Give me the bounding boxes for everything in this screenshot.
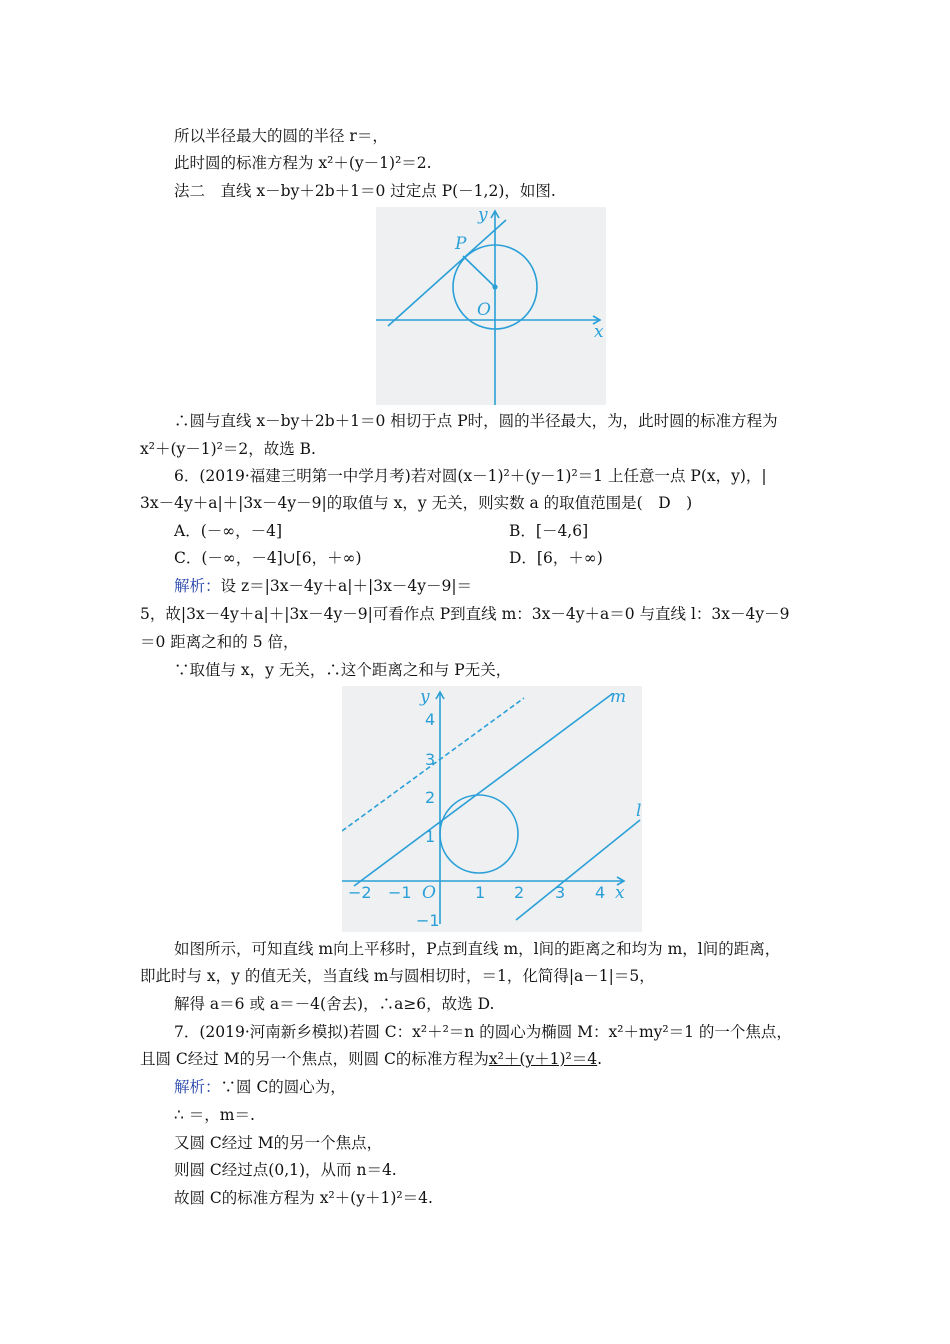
text-line	[174, 1077, 346, 1097]
o-label: O	[422, 883, 436, 903]
line-l	[516, 820, 640, 920]
text-line: ∴圆与直线 x－by＋2b＋1＝0 相切于点 P时，圆的半径最大，为，此时圆的标准方程为	[174, 412, 778, 430]
x-tick: 1	[475, 883, 486, 902]
text-line: 所以半径最大的圆的半径 r＝，	[174, 127, 388, 145]
analysis-label: 解析：	[174, 1078, 221, 1096]
text-line: 法二 直线 x－by＋2b＋1＝0 过定点 P(－1,2)，如图.	[174, 182, 556, 200]
y-tick: 2	[425, 788, 436, 807]
text-line: ∵取值与 x，y 无关，∴这个距离之和与 P无关，	[174, 661, 512, 679]
figure-tangent-circle	[376, 207, 606, 405]
question-6: 6．(2019·福建三明第一中学月考)若对圆(x－1)²＋(y－1)²＝1 上任意一点 P(x，y)，|	[174, 467, 767, 485]
option-c: C．(－∞，－4]∪[6，＋∞)	[174, 549, 362, 567]
x-tick: −1	[388, 883, 412, 902]
text-line	[140, 1049, 602, 1069]
period: .	[597, 1050, 603, 1068]
center-point	[492, 284, 497, 289]
x-tick: 4	[595, 883, 606, 902]
text-line: 5，故|3x－4y＋a|＋|3x－4y－9|可看作点 P到直线 m：3x－4y＋a＝0 与直线 l：3x－4y－9	[140, 605, 790, 623]
text-line	[174, 576, 472, 596]
y-tick: 1	[425, 827, 436, 846]
x-label: x	[615, 883, 625, 903]
question-7: 7．(2019·河南新乡模拟)若圆 C：x²＋²＝n 的圆心为椭圆 M：x²＋my²＝1 的一个焦点，	[174, 1023, 792, 1041]
analysis-text: 设 z＝|3x－4y＋a|＋|3x－4y－9|＝	[220, 577, 473, 595]
text-line: 如图所示，可知直线 m向上平移时，P点到直线 m，l间的距离之和均为 m，l间的距离，	[174, 940, 781, 958]
option-a: A．(－∞，－4]	[174, 522, 283, 540]
text-line: ∴ ＝，m＝.	[174, 1106, 255, 1124]
text-line: ＝0 距离之和的 5 倍，	[140, 633, 299, 651]
text-line: 又圆 C经过 M的另一个焦点，	[174, 1134, 383, 1152]
text-line: 此时圆的标准方程为 x²＋(y－1)²＝2.	[174, 154, 432, 172]
text-line: 3x－4y＋a|＋|3x－4y－9|的取值与 x，y 无关，则实数 a 的取值范围是( D )	[140, 494, 693, 512]
analysis-text: ∵圆 C的圆心为，	[220, 1078, 346, 1096]
analysis-label: 解析：	[174, 577, 221, 595]
answer-blank: x²＋(y＋1)²＝4	[488, 1050, 598, 1068]
line-m	[354, 694, 612, 886]
y-tick: 4	[425, 710, 436, 729]
text-line: 即此时与 x，y 的值无关，当直线 m与圆相切时，＝1，化简得|a－1|＝5，	[140, 967, 655, 985]
x-tick: 2	[514, 883, 525, 902]
radius-segment	[463, 256, 495, 287]
option-d: D．[6，＋∞)	[509, 549, 603, 567]
y-label: y	[478, 207, 488, 225]
text-line: 故圆 C的标准方程为 x²＋(y＋1)²＝4.	[174, 1189, 433, 1207]
text-line: 解得 a＝6 或 a＝－4(舍去)，∴a≥6，故选 D.	[174, 995, 495, 1013]
p-label: P	[455, 234, 467, 254]
y-tick: −1	[416, 911, 440, 930]
question-7-text: 且圆 C经过 M的另一个焦点，则圆 C的标准方程为	[140, 1050, 489, 1068]
y-label: y	[420, 687, 430, 707]
y-tick: 3	[425, 750, 436, 769]
circle	[440, 795, 518, 873]
x-tick: 3	[555, 883, 566, 902]
x-tick: −2	[348, 883, 372, 902]
m-label: m	[610, 687, 627, 707]
option-b: B．[－4,6]	[509, 522, 589, 540]
l-label: l	[636, 801, 642, 821]
text-line: 则圆 C经过点(0,1)，从而 n＝4.	[174, 1161, 397, 1179]
text-line: x²＋(y－1)²＝2，故选 B.	[140, 440, 316, 458]
figure-parallel-lines	[342, 686, 642, 932]
o-label: O	[477, 300, 491, 320]
x-label: x	[594, 322, 604, 342]
